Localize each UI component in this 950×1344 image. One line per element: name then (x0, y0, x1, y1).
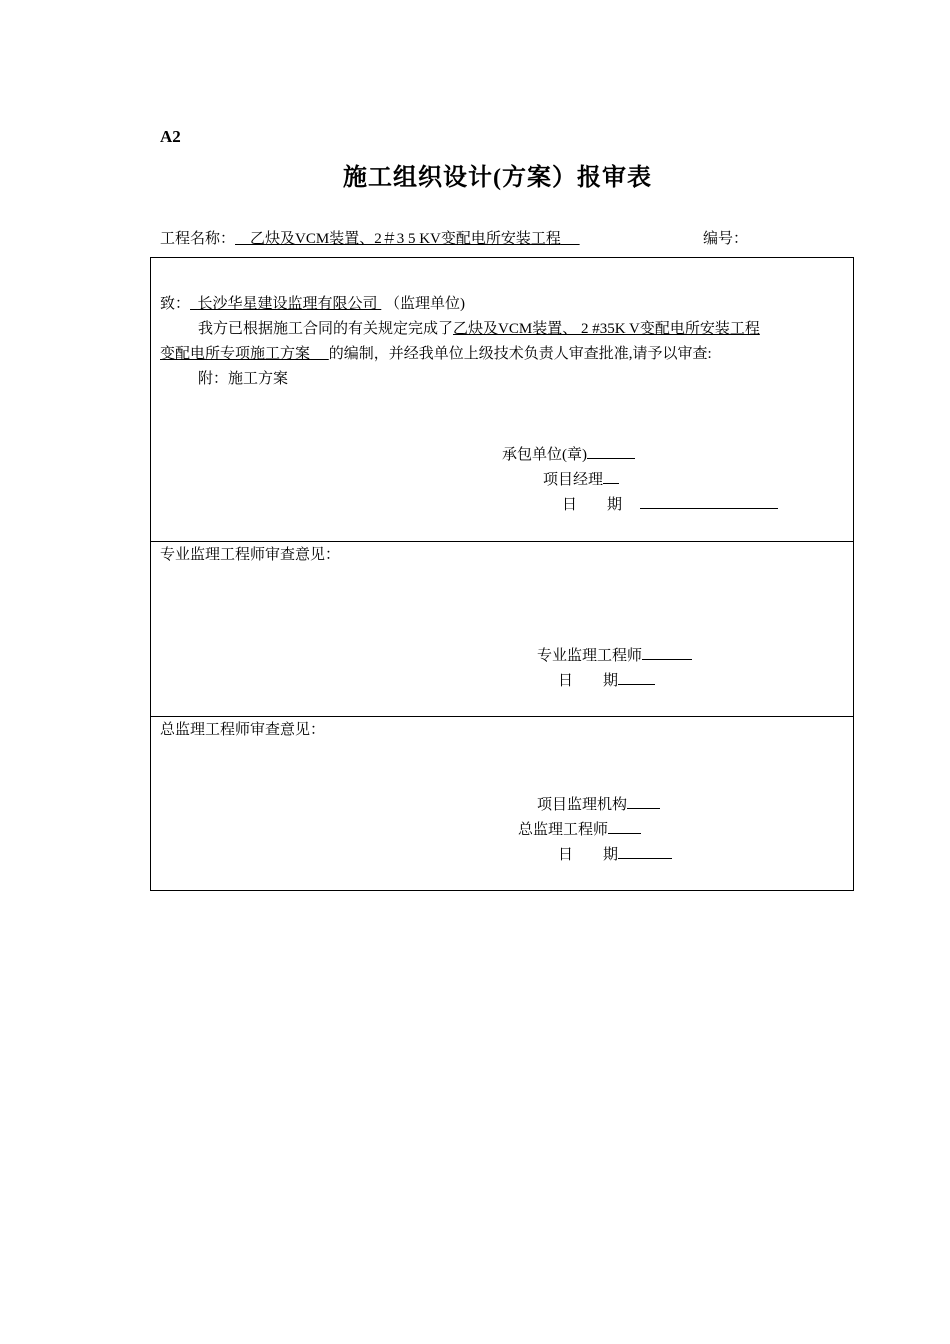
manager-label: 项目经理 (543, 472, 604, 488)
body-line-1 (198, 319, 760, 339)
engineer-date-blank (618, 669, 655, 685)
date-label: 日 期 (562, 497, 623, 513)
chief-blank (608, 818, 641, 834)
page-title: 施工组织设计(方案）报审表 (343, 165, 652, 191)
contractor-label: 承包单位(章) (502, 447, 587, 463)
body-project: 乙炔及VCM装置、 2 #35K V变配电所安装工程 (453, 321, 760, 337)
engineer-label: 专业监理工程师 (537, 648, 643, 664)
engineer-blank (642, 644, 692, 660)
chief-date-line (558, 843, 672, 865)
chief-date-blank (618, 843, 672, 859)
date-blank (640, 493, 778, 509)
body-project-line2: 变配电所专项施工方案 (160, 346, 311, 362)
supervisor-unit: 长沙华星建设监理有限公司 (197, 296, 378, 312)
engineer-review-heading: 专业监理工程师审查意见： (160, 547, 341, 563)
date-line (562, 493, 778, 515)
project-line (160, 227, 580, 248)
contractor-stamp-line (502, 443, 635, 465)
chief-review-section (151, 717, 853, 890)
project-label: 工程名称： (160, 231, 236, 247)
manager-blank (603, 468, 619, 484)
body-prefix: 我方已根据施工合同的有关规定完成了 (198, 321, 454, 337)
org-label: 项目监理机构 (537, 797, 628, 813)
project-name: 乙炔及VCM装置、2＃3 5 KV变配电所安装工程 (250, 231, 561, 247)
body-line-2 (160, 344, 712, 364)
org-sign-line (537, 793, 660, 815)
addressee-line (160, 294, 465, 314)
manager-line (543, 468, 619, 490)
chief-review-heading: 总监理工程师审查意见： (160, 722, 326, 738)
number-label: 编号： (703, 231, 749, 247)
attachment-line: 附：施工方案 (198, 371, 289, 387)
contractor-blank (587, 443, 635, 459)
to-label: 致： (160, 296, 191, 312)
contractor-section (151, 258, 853, 542)
engineer-date-line (558, 669, 655, 691)
supervisor-suffix: （监理单位) (385, 296, 466, 312)
chief-date-label: 日 期 (558, 847, 619, 863)
body-suffix: 的编制，并经我单位上级技术负责人审查批准,请予以审查: (328, 346, 712, 362)
engineer-date-label: 日 期 (558, 673, 619, 689)
review-form-table (150, 257, 854, 891)
chief-label: 总监理工程师 (518, 822, 609, 838)
org-blank (627, 793, 660, 809)
engineer-sign-line (537, 644, 692, 666)
chief-sign-line (518, 818, 641, 840)
engineer-review-section (151, 542, 853, 717)
form-code: A2 (160, 127, 181, 146)
